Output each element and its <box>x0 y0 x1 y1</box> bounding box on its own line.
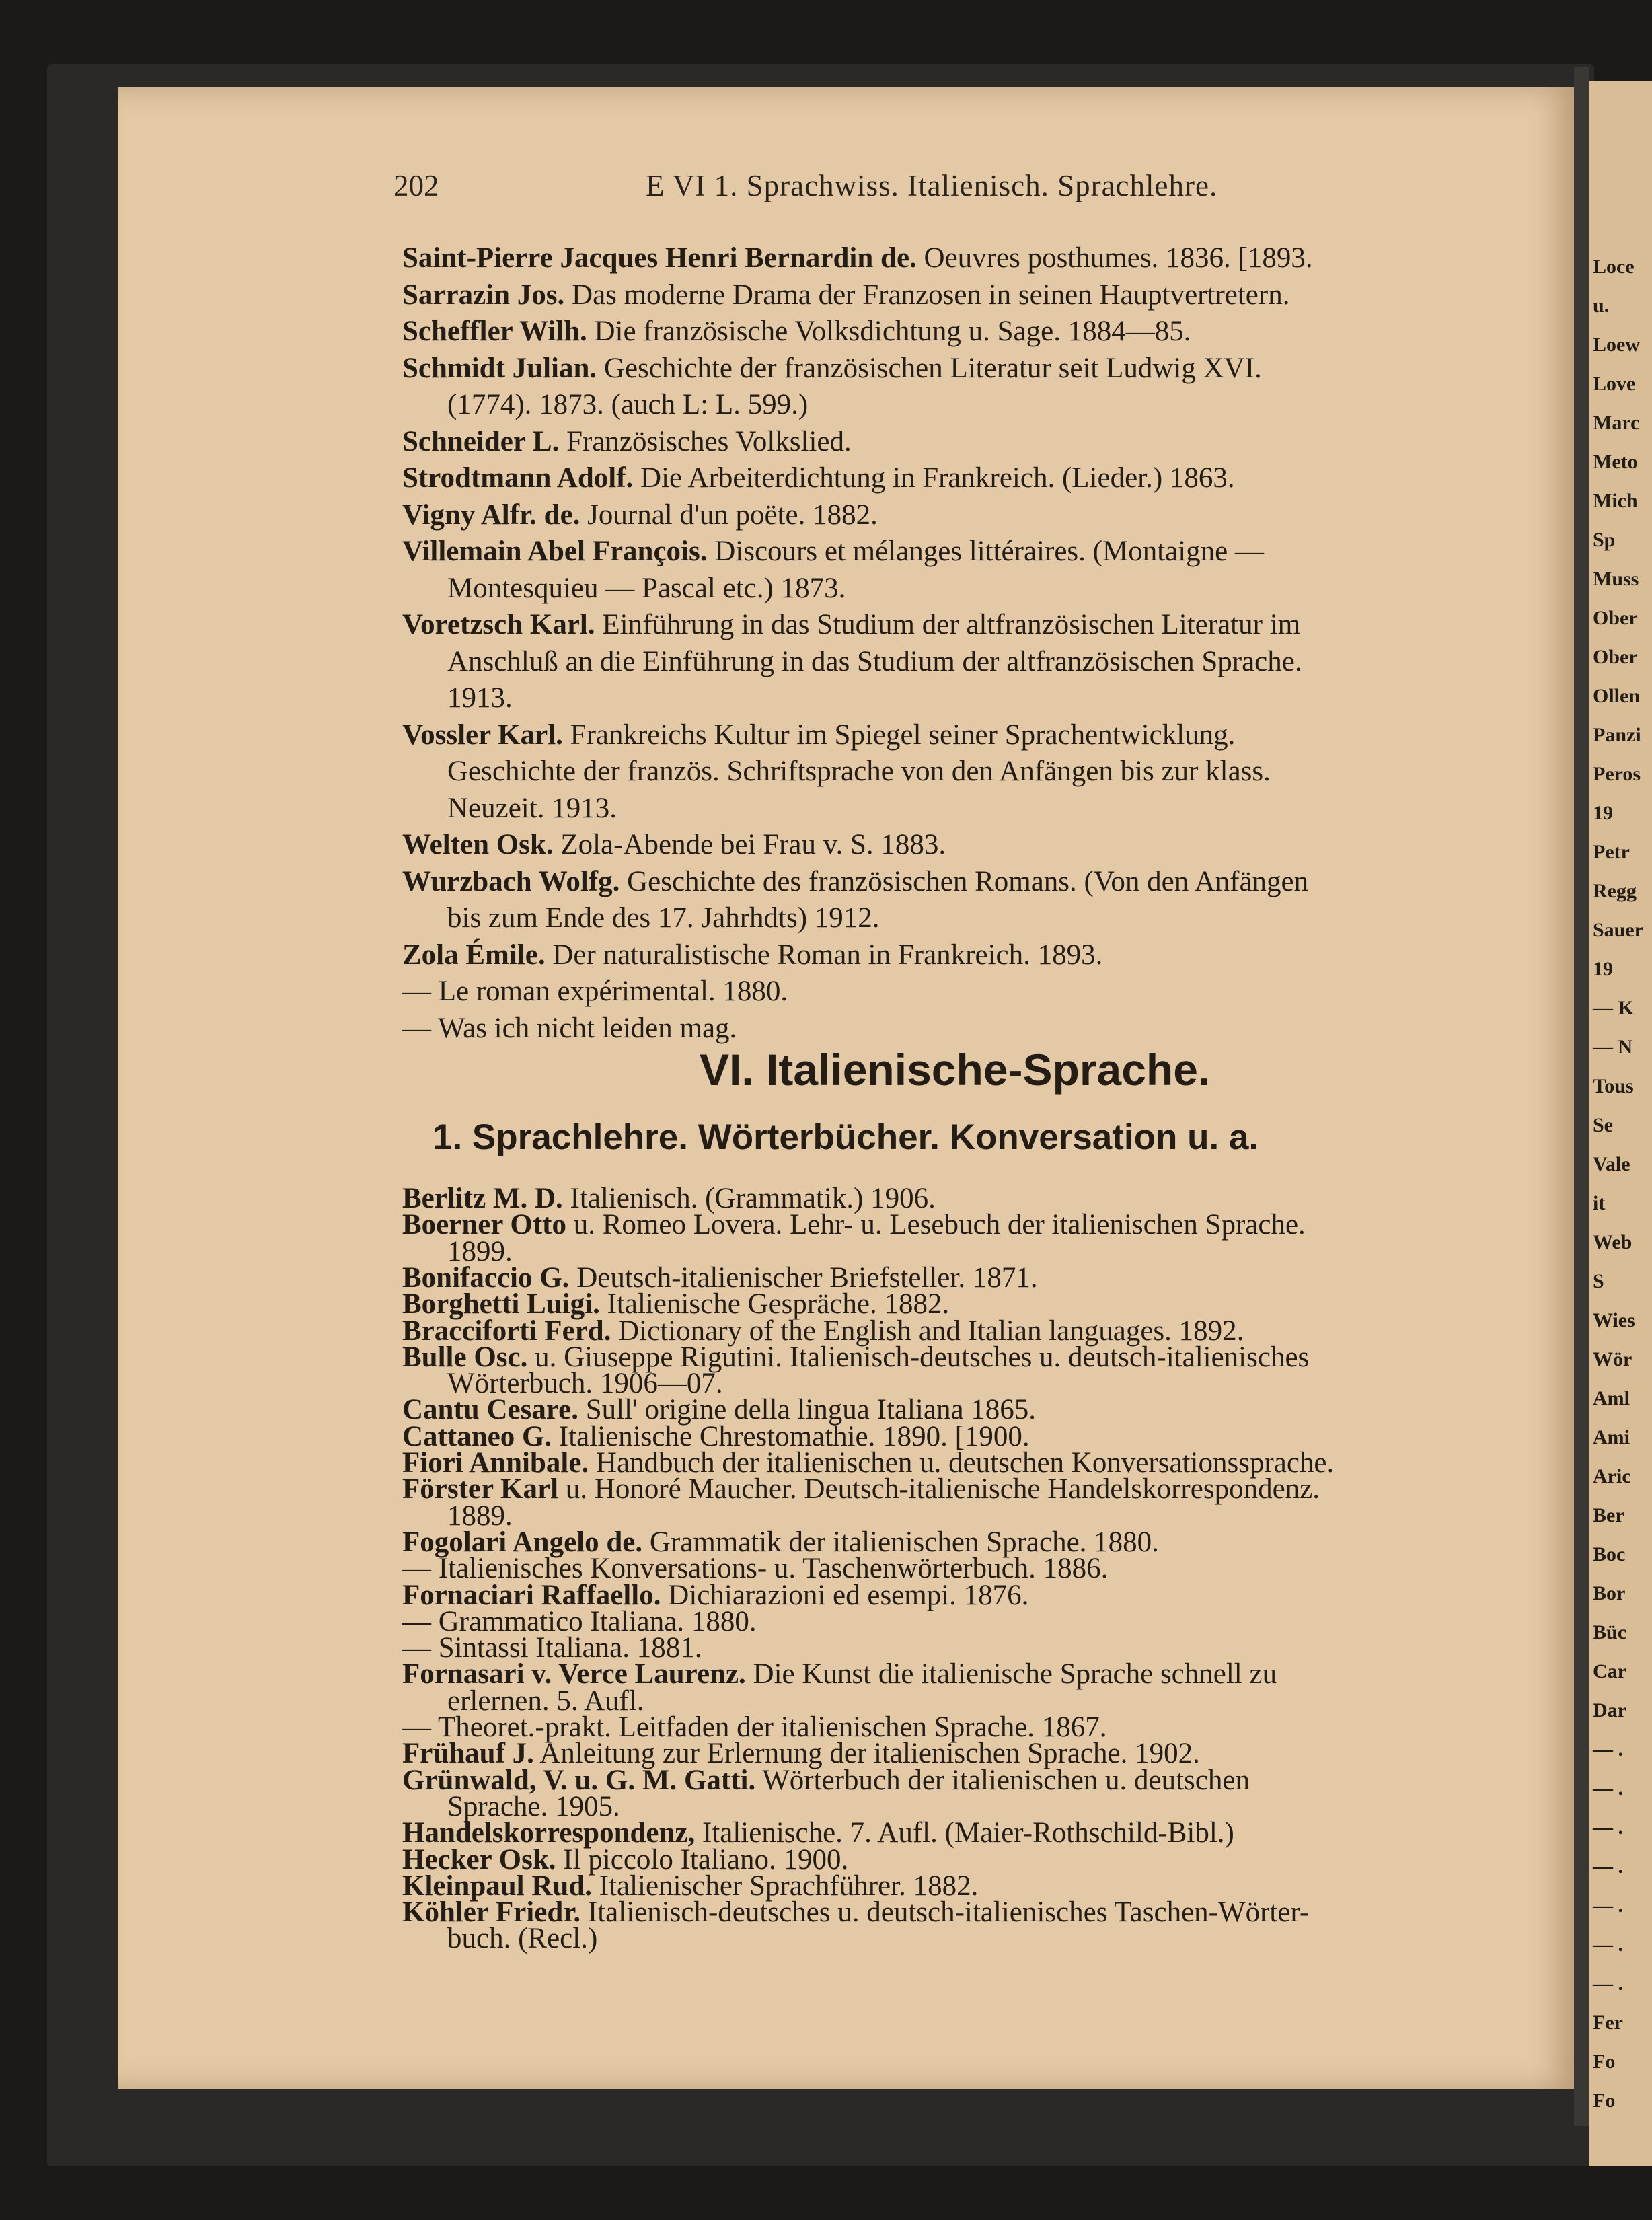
entry-author: Schmidt Julian. <box>402 352 597 384</box>
bibliography-line <box>447 902 880 934</box>
entry-text: Wörterbuch der italienischen u. deutschen <box>755 1764 1250 1796</box>
next-page-fragment: Sp <box>1593 529 1616 551</box>
entry-text: Dichiarazioni ed esempi. 1876. <box>661 1579 1029 1611</box>
entry-author: Voretzsch Karl. <box>402 609 595 640</box>
entry-text: 1889. <box>447 1500 513 1532</box>
next-page-fragment: — . <box>1593 1933 1623 1956</box>
bibliography-line <box>402 975 788 1008</box>
entry-author: Fogolari Angelo de. <box>402 1526 643 1558</box>
entry-text: 1899. <box>447 1235 513 1267</box>
entry-text: — Le roman expérimental. 1880. <box>402 975 788 1007</box>
next-page-fragment: Sauer <box>1593 919 1643 941</box>
entry-text: Wörterbuch. 1906—07. <box>447 1368 723 1400</box>
bibliography-line <box>402 939 1102 971</box>
next-page-fragment: Fo <box>1593 2089 1616 2112</box>
entry-text: Italienische Chrestomathie. 1890. [1900. <box>552 1420 1030 1452</box>
entry-text: Das moderne Drama der Franzosen in seinen Hauptvertretern. <box>564 279 1290 311</box>
entry-text: Zola-Abende bei Frau v. S. 1883. <box>553 829 946 860</box>
entry-text: Grammatik der italienischen Sprache. 1880. <box>642 1526 1159 1558</box>
entry-text: Frankreichs Kultur im Spiegel seiner Sprachentwicklung. <box>562 718 1236 751</box>
next-page-fragment: Meto <box>1593 451 1638 473</box>
bibliography-line <box>402 1473 1320 1506</box>
entry-text: bis zum Ende des 17. Jahrhdts) 1912. <box>447 902 880 934</box>
next-page-fragment: — . <box>1593 1777 1623 1800</box>
bibliography-line <box>402 316 1191 348</box>
next-page-edge <box>1589 81 1652 2166</box>
next-page-fragment: Ober <box>1593 607 1638 629</box>
entry-text: Geschichte der französ. Schriftsprache von den Anfängen bis zur klass. <box>447 755 1271 787</box>
next-page-fragment: 19 <box>1593 802 1613 824</box>
bibliography-line <box>402 499 878 531</box>
entry-text: Anschluß an die Einführung in das Studium der altfranzösischen Sprache. <box>447 645 1302 677</box>
entry-author: Frühauf J. <box>402 1738 534 1770</box>
entry-author: Köhler Friedr. <box>402 1896 581 1929</box>
entry-author: Boerner Otto <box>402 1209 566 1241</box>
entry-text: Einführung in das Studium der altfranzösischen Literatur im <box>595 609 1301 640</box>
next-page-fragment: Wör <box>1593 1348 1632 1370</box>
entry-text: — Sintassi Italiana. 1881. <box>402 1632 702 1664</box>
entry-author: Schneider L. <box>402 425 560 457</box>
bibliography-line <box>402 535 1264 568</box>
bibliography-line <box>402 829 946 861</box>
entry-text: Dictionary of the English and Italian languages. 1892. <box>611 1315 1244 1347</box>
bibliography-line <box>402 242 1313 274</box>
entry-text: Il piccolo Italiano. 1900. <box>556 1843 849 1876</box>
next-page-fragment: — . <box>1593 1972 1623 1995</box>
bibliography-line <box>402 1012 737 1045</box>
next-page-fragment: 19 <box>1593 958 1613 980</box>
next-page-fragment: Fo <box>1593 2050 1616 2073</box>
section-subtitle: 1. Sprachlehre. Wörterbücher. Konversation u. a. <box>433 1117 1259 1157</box>
entry-text: Der naturalistische Roman in Frankreich. 1893. <box>545 938 1103 971</box>
entry-text: Italienisch-deutsches u. deutsch-italienisches Taschen-Wörter- <box>580 1896 1310 1929</box>
entry-text: Geschichte der französischen Literatur seit Ludwig XVI. <box>597 352 1262 384</box>
entry-text: Französisches Volkslied. <box>559 425 852 457</box>
entry-text: u. Romeo Lovera. Lehr- u. Lesebuch der italienischen Sprache. <box>566 1209 1306 1241</box>
entry-text: Discours et mélanges littéraires. (Montaigne — <box>707 535 1265 567</box>
bibliography-line <box>402 866 1308 898</box>
next-page-fragment: Aric <box>1593 1465 1631 1487</box>
entry-text: Die Arbeiterdichtung in Frankreich. (Lieder.) 1863. <box>633 462 1235 494</box>
entry-text: Sull' origine della lingua Italiana 1865. <box>578 1394 1037 1426</box>
entry-text: Italienische. 7. Aufl. (Maier-Rothschild-Bibl.) <box>695 1817 1234 1849</box>
entry-author: Welten Osk. <box>402 829 554 860</box>
entry-author: Kleinpaul Rud. <box>402 1870 592 1902</box>
entry-text: Italienische Gespräche. 1882. <box>599 1288 950 1321</box>
next-page-fragment: Regg <box>1593 880 1637 902</box>
next-page-fragment: u. <box>1593 295 1610 317</box>
entry-text: Italienischer Sprachführer. 1882. <box>592 1870 979 1902</box>
next-page-fragment: Ober <box>1593 646 1638 668</box>
next-page-fragment: Car <box>1593 1660 1626 1682</box>
next-page-fragment: Wies <box>1593 1309 1635 1331</box>
entry-author: Borghetti Luigi. <box>402 1288 600 1321</box>
entry-text: Oeuvres posthumes. 1836. [1893. <box>916 242 1313 274</box>
entry-author: Bulle Osc. <box>402 1341 528 1373</box>
page-number: 202 <box>393 169 439 202</box>
bibliography-line <box>447 682 513 714</box>
bibliography-line <box>447 389 808 421</box>
bibliography-line <box>447 572 846 605</box>
next-page-fragment: Marc <box>1593 412 1640 434</box>
next-page-fragment: — . <box>1593 1894 1623 1917</box>
next-page-fragment: Petr <box>1593 841 1630 863</box>
next-page-fragment: Vale <box>1593 1153 1630 1175</box>
entry-author: Bonifaccio G. <box>402 1261 570 1294</box>
bibliography-line <box>402 462 1235 494</box>
entry-text: — Italienisches Konversations- u. Taschenwörterbuch. 1886. <box>402 1553 1109 1585</box>
next-page-fragment: Ollen <box>1593 685 1641 707</box>
entry-text: — Grammatico Italiana. 1880. <box>402 1605 757 1637</box>
next-page-fragment: Loew <box>1593 334 1640 356</box>
entry-text: Die französische Volksdichtung u. Sage. 1884—85. <box>587 316 1191 347</box>
entry-text: Journal d'un poëte. 1882. <box>580 498 878 531</box>
entry-text: erlernen. 5. Aufl. <box>447 1685 644 1717</box>
entry-author: Vigny Alfr. de. <box>402 498 580 531</box>
next-page-fragment: Mich <box>1593 490 1638 512</box>
entry-text: u. Giuseppe Rigutini. Italienisch-deutsches u. deutsch-italienisches <box>527 1341 1310 1373</box>
next-page-fragment: — K <box>1593 997 1634 1019</box>
bibliography-line <box>402 1209 1306 1241</box>
next-page-fragment: Bor <box>1593 1582 1626 1604</box>
entry-author: Zola Émile. <box>402 938 546 971</box>
entry-text: — Was ich nicht leiden mag. <box>402 1012 737 1044</box>
entry-text: 1913. <box>447 682 513 714</box>
entry-author: Strodtmann Adolf. <box>402 462 634 494</box>
entry-author: Sarrazin Jos. <box>402 279 565 311</box>
next-page-fragment: Peros <box>1593 763 1641 785</box>
next-page-fragment: Panzi <box>1593 724 1641 746</box>
running-header: E VI 1. Sprachwiss. Italienisch. Sprachlehre. <box>646 169 1218 202</box>
entry-author: Fornaciari Raffaello. <box>402 1579 661 1611</box>
next-page-fragment: Se <box>1593 1114 1613 1136</box>
entry-author: Berlitz M. D. <box>402 1183 563 1214</box>
entry-text: Sprache. 1905. <box>447 1790 620 1822</box>
next-page-fragment: Büc <box>1593 1621 1627 1643</box>
next-page-fragment: Web <box>1593 1231 1632 1253</box>
book-gutter <box>1574 67 1589 2126</box>
next-page-fragment: Tous <box>1593 1075 1634 1097</box>
next-page-fragment: Dar <box>1593 1699 1626 1722</box>
entry-author: Bracciforti Ferd. <box>402 1315 611 1347</box>
entry-author: Scheffler Wilh. <box>402 316 587 347</box>
bibliography-line <box>447 646 1302 678</box>
next-page-fragment: Ber <box>1593 1504 1624 1526</box>
next-page-fragment: Ami <box>1593 1426 1630 1448</box>
entry-text: u. Honoré Maucher. Deutsch-italienische Handelskorrespondenz. <box>558 1473 1320 1506</box>
entry-author: Cattaneo G. <box>402 1420 552 1452</box>
entry-text: Handbuch der italienischen u. deutschen Konversationssprache. <box>589 1447 1335 1479</box>
entry-author: Villemain Abel François. <box>402 535 708 567</box>
section-title: VI. Italienische-Sprache. <box>700 1045 1211 1095</box>
entry-author: Fiori Annibale. <box>402 1447 589 1479</box>
entry-text: (1774). 1873. (auch L: L. 599.) <box>447 389 809 420</box>
entry-author: Hecker Osk. <box>402 1843 556 1876</box>
next-page-fragment: Loce <box>1593 256 1635 278</box>
next-page-fragment: Aml <box>1593 1387 1630 1409</box>
entry-author: Saint-Pierre Jacques Henri Bernardin de. <box>402 242 917 274</box>
next-page-fragment: — N <box>1593 1036 1633 1058</box>
entry-text: Italienisch. (Grammatik.) 1906. <box>562 1183 936 1214</box>
entry-text: Neuzeit. 1913. <box>447 792 617 824</box>
next-page-fragment: — . <box>1593 1816 1623 1839</box>
next-page-fragment: — . <box>1593 1738 1623 1761</box>
bibliography-line <box>447 792 617 825</box>
entry-text: Montesquieu — Pascal etc.) 1873. <box>447 572 846 604</box>
entry-text: Die Kunst die italienische Sprache schnell zu <box>745 1658 1277 1691</box>
bibliography-line <box>402 353 1262 385</box>
bibliography-line <box>402 426 852 458</box>
next-page-fragment: Muss <box>1593 568 1639 590</box>
entry-author: Cantu Cesare. <box>402 1394 578 1426</box>
entry-text: — Theoret.-prakt. Leitfaden der italienischen Sprache. 1867. <box>402 1711 1107 1743</box>
next-page-fragment: Boc <box>1593 1543 1626 1565</box>
bibliography-line <box>402 719 1235 751</box>
entry-author: Wurzbach Wolfg. <box>402 865 620 897</box>
bibliography-line <box>402 609 1300 641</box>
entry-author: Grünwald, V. u. G. M. Gatti. <box>402 1764 756 1796</box>
entry-author: Förster Karl <box>402 1473 559 1506</box>
next-page-fragment: S <box>1593 1270 1604 1292</box>
next-page-fragment: Fer <box>1593 2011 1623 2034</box>
bibliography-line <box>447 1923 597 1955</box>
bibliography-line <box>402 279 1289 311</box>
next-page-fragment: — . <box>1593 1855 1623 1878</box>
entry-text: Geschichte des französischen Romans. (Von den Anfängen <box>620 865 1309 897</box>
bibliography-line <box>447 755 1271 788</box>
entry-text: Deutsch-italienischer Briefsteller. 1871. <box>569 1261 1038 1294</box>
entry-text: Anleitung zur Erlernung der italienischen Sprache. 1902. <box>533 1738 1200 1770</box>
next-page-fragment: it <box>1593 1192 1606 1214</box>
entry-author: Fornasari v. Verce Laurenz. <box>402 1658 746 1691</box>
next-page-fragment: Love <box>1593 373 1636 395</box>
entry-author: Vossler Karl. <box>402 718 563 751</box>
entry-text: buch. (Recl.) <box>447 1923 598 1955</box>
entry-author: Handelskorrespondenz, <box>402 1817 696 1849</box>
